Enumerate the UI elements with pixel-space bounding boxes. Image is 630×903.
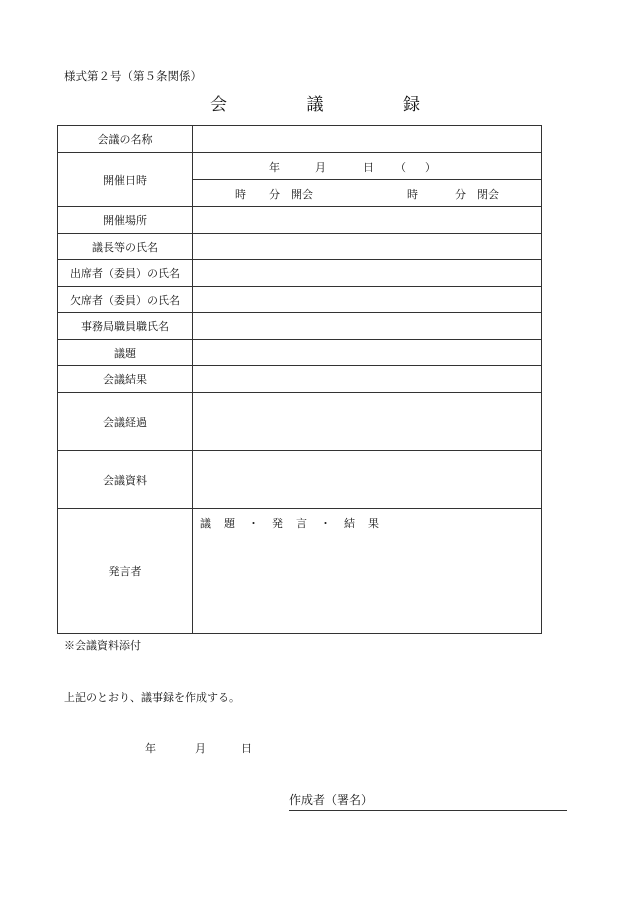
title-char: 議 (306, 95, 324, 115)
row-label-staff: 事務局職員職氏名 (58, 313, 193, 340)
author-label: 作成者（署名） (289, 793, 374, 807)
agenda-field[interactable] (193, 340, 542, 366)
chair-name-field[interactable] (193, 234, 542, 260)
time-field[interactable] (193, 180, 542, 207)
document-title (210, 90, 420, 115)
title-char: 録 (403, 95, 420, 115)
venue-field[interactable] (193, 207, 542, 234)
form-number: 様式第２号（第５条関係） (64, 69, 202, 83)
weekday-paren-close: ） (425, 161, 436, 174)
date-month-unit: 月 (195, 742, 206, 755)
speaker-column-header: 議 題 ・ 発 言 ・ 結 果 (200, 517, 379, 530)
row-label-datetime: 開催日時 (58, 153, 193, 207)
materials-field[interactable] (193, 451, 542, 509)
attendees-field[interactable] (193, 260, 542, 287)
close-label: 閉会 (477, 188, 499, 201)
author-signature-line[interactable] (289, 791, 567, 811)
row-label-attendees: 出席者（委員）の氏名 (58, 260, 193, 287)
proceedings-field[interactable] (193, 393, 542, 451)
row-label-meeting-name: 会議の名称 (58, 126, 193, 153)
date-field[interactable] (193, 153, 542, 180)
row-label-result: 会議結果 (58, 366, 193, 393)
meeting-name-field[interactable] (193, 126, 542, 153)
weekday-paren-open: （ (395, 161, 406, 174)
absentees-field[interactable] (193, 287, 542, 313)
attachment-note: ※会議資料添付 (64, 639, 141, 652)
month-unit: 月 (315, 161, 326, 174)
creation-statement: 上記のとおり、議事録を作成する。 (64, 691, 240, 704)
date-day-unit: 日 (241, 742, 252, 755)
open-minute-unit: 分 (269, 188, 280, 201)
row-label-agenda: 議題 (58, 340, 193, 366)
speaker-field[interactable] (193, 509, 542, 634)
date-year-unit: 年 (145, 742, 156, 755)
creation-date[interactable] (145, 740, 252, 756)
staff-field[interactable] (193, 313, 542, 340)
row-label-venue: 開催場所 (58, 207, 193, 234)
row-label-chair-name: 議長等の氏名 (58, 234, 193, 260)
close-minute-unit: 分 (455, 188, 466, 201)
day-unit: 日 (363, 161, 374, 174)
minutes-table (57, 125, 542, 634)
open-label: 開会 (291, 188, 313, 201)
title-char: 会 (210, 95, 227, 115)
row-label-materials: 会議資料 (58, 451, 193, 509)
close-hour-unit: 時 (407, 188, 418, 201)
open-hour-unit: 時 (235, 188, 246, 201)
result-field[interactable] (193, 366, 542, 393)
row-label-proceedings: 会議経過 (58, 393, 193, 451)
row-label-speaker: 発言者 (58, 509, 193, 634)
row-label-absentees: 欠席者（委員）の氏名 (58, 287, 193, 313)
year-unit: 年 (269, 161, 280, 174)
